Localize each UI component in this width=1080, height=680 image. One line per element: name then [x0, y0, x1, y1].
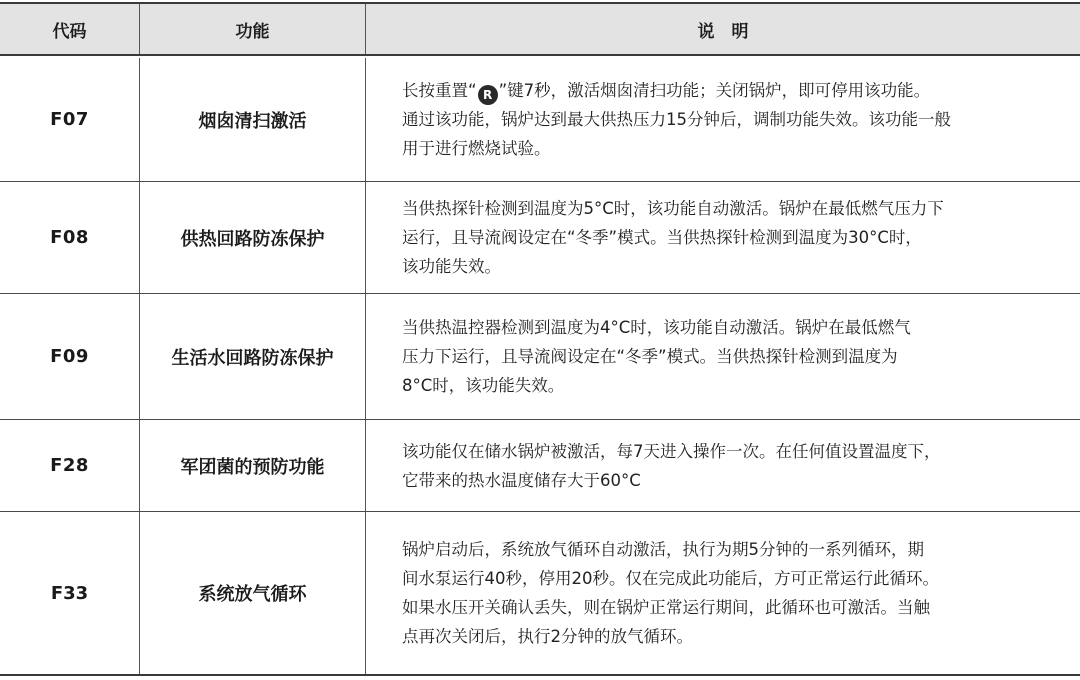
table-row [0, 294, 1080, 420]
description-line: 当供热探针检测到温度为5°C时，该功能自动激活。锅炉在最低燃气压力下 [402, 199, 944, 218]
row-description [366, 512, 1080, 674]
description-line: 8°C时，该功能失效。 [402, 376, 565, 395]
table-header-row [0, 2, 1080, 56]
row-code: F09 [0, 294, 140, 419]
description-line: 当供热温控器检测到温度为4°C时，该功能自动激活。锅炉在最低燃气 [402, 318, 911, 337]
header-function: 功能 [140, 4, 366, 54]
description-line [402, 76, 951, 105]
description-line: 间水泵运行40秒，停用20秒。仅在完成此功能后，方可正常运行此循环。 [402, 569, 939, 588]
row-function: 烟囱清扫激活 [140, 58, 366, 181]
header-description: 说 明 [697, 21, 749, 42]
row-function: 军团菌的预防功能 [140, 420, 366, 511]
row-code: F33 [0, 512, 140, 674]
row-function: 供热回路防冻保护 [140, 182, 366, 293]
description-line: 该功能失效。 [402, 257, 501, 276]
row-description [366, 182, 1080, 293]
description-line: 通过该功能，锅炉达到最大供热压力15分钟后，调制功能失效。该功能一般 [402, 110, 951, 129]
table-row [0, 58, 1080, 182]
description-line: 运行，且导流阀设定在“冬季”模式。当供热探针检测到温度为30°C时， [402, 228, 922, 247]
description-line: 它带来的热水温度储存大于60°C [402, 470, 641, 490]
table-row [0, 420, 1080, 512]
reset-icon: R [478, 85, 498, 105]
header-code: 代码 [0, 4, 140, 54]
table-bottom-border [0, 674, 1080, 676]
row-code: F28 [0, 420, 140, 511]
description-text: 长按重置“ [402, 81, 477, 100]
row-code: F07 [0, 58, 140, 181]
description-line: 压力下运行，且导流阀设定在“冬季”模式。当供热探针检测到温度为 [402, 347, 898, 366]
description-line: 点再次关闭后，执行2分钟的放气循环。 [402, 627, 693, 646]
row-function: 生活水回路防冻保护 [140, 294, 366, 419]
description-line: 该功能仅在储水锅炉被激活，每7天进入操作一次。在任何值设置温度下， [402, 441, 941, 461]
row-description [366, 58, 1080, 181]
row-function: 系统放气循环 [140, 512, 366, 674]
table-row [0, 512, 1080, 674]
row-code: F08 [0, 182, 140, 293]
description-line: 如果水压开关确认丢失，则在锅炉正常运行期间，此循环也可激活。当触 [402, 598, 930, 617]
table-row [0, 182, 1080, 294]
row-description [366, 294, 1080, 419]
row-description [366, 420, 1080, 511]
description-line: 用于进行燃烧试验。 [402, 139, 551, 158]
description-text: ”键7秒，激活烟囱清扫功能；关闭锅炉，即可停用该功能。 [498, 81, 931, 100]
description-line: 锅炉启动后，系统放气循环自动激活，执行为期5分钟的一系列循环，期 [402, 540, 924, 559]
